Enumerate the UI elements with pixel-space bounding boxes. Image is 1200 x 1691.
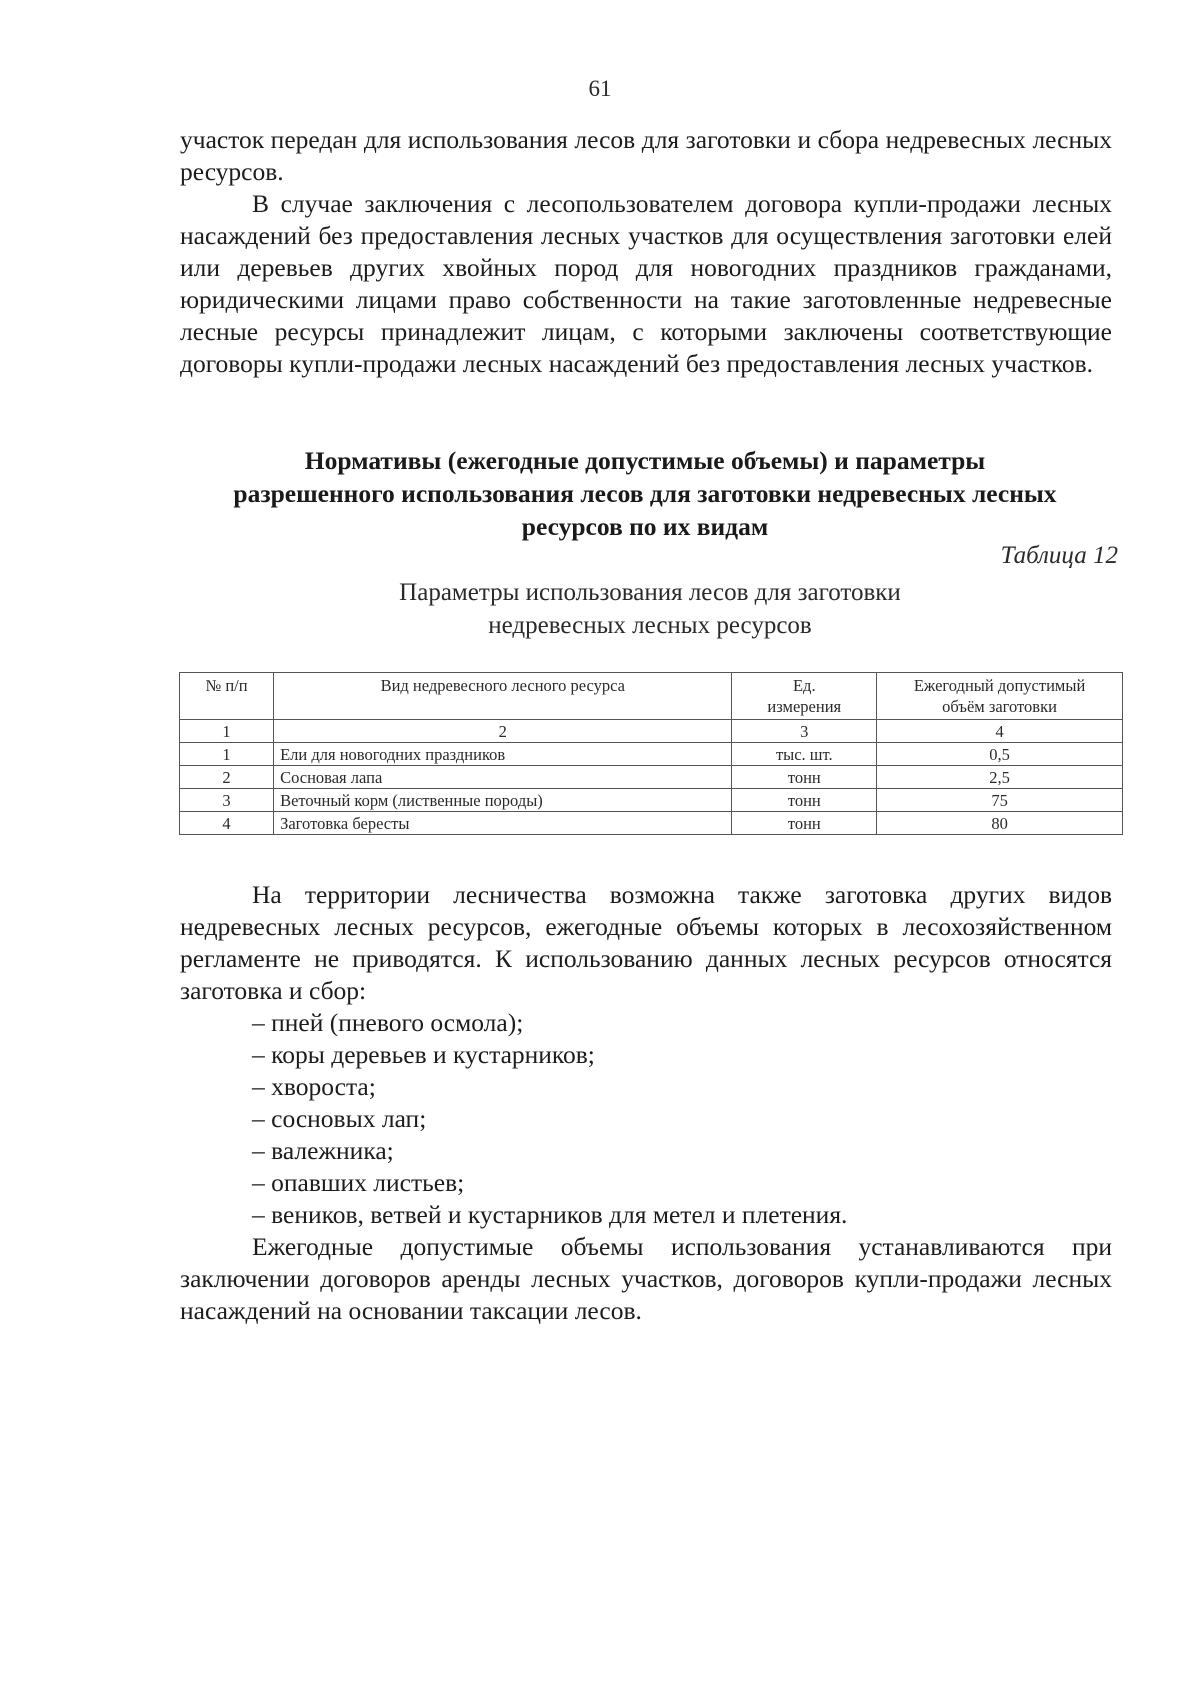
header-unit [732, 673, 877, 720]
column-number: 3 [732, 720, 877, 743]
row-volume: 75 [877, 789, 1123, 812]
table-header-row [180, 673, 1123, 720]
resources-table [179, 672, 1123, 835]
intro-text [180, 124, 1112, 380]
row-resource: Заготовка бересты [274, 812, 732, 835]
header-no: № п/п [180, 673, 274, 720]
row-volume: 80 [877, 812, 1123, 835]
table-column-numbers-row [180, 720, 1123, 743]
list-item: – веников, ветвей и кустарников для метел и плетения. [252, 1200, 848, 1229]
column-number: 1 [180, 720, 274, 743]
list-item: – хвороста; [252, 1072, 376, 1101]
section-heading [170, 444, 1120, 543]
row-resource: Ели для новогодних праздников [274, 743, 732, 766]
table-caption [200, 576, 1100, 642]
header-unit-line-2: измерения [767, 697, 842, 716]
table-caption-line-2: недревесных лесных ресурсов [488, 612, 812, 639]
table-row [180, 812, 1123, 835]
list-item: – коры деревьев и кустарников; [252, 1040, 595, 1069]
list-item: – валежника; [252, 1136, 394, 1165]
other-resources-text [180, 879, 1112, 1327]
header-resource: Вид недревесного лесного ресурса [274, 673, 732, 720]
paragraph-other-resources: На территории лесничества возможна также заготовка других видов недревесных лесных ресурсов, ежегодные объемы которых в лесохозяйственном регламенте не приводятся. К использованию данных лесных ресурсов относятся заготовка и сбор: [180, 880, 1112, 1005]
row-unit: тыс. шт. [732, 743, 877, 766]
table-caption-line-1: Параметры использования лесов для заготовки [399, 579, 901, 606]
header-volume-line-2: объём заготовки [942, 697, 1057, 716]
row-resource: Веточный корм (лиственные породы) [274, 789, 732, 812]
heading-line-1: Нормативы (ежегодные допустимые объемы) и параметры [304, 446, 986, 475]
table-row [180, 766, 1123, 789]
header-volume-line-1: Ежегодный допустимый [913, 676, 1086, 695]
paragraph-closing: Ежегодные допустимые объемы использования устанавливаются при заключении договоров аренды лесных участков, договоров купли-продажи лесных насаждений на основании таксации лесов. [180, 1232, 1112, 1325]
table-row [180, 743, 1123, 766]
row-no: 2 [180, 766, 274, 789]
header-volume [877, 673, 1123, 720]
list-item: – опавших листьев; [252, 1168, 465, 1197]
row-no: 4 [180, 812, 274, 835]
row-volume: 2,5 [877, 766, 1123, 789]
row-no: 3 [180, 789, 274, 812]
row-unit: тонн [732, 789, 877, 812]
page-number: 61 [588, 76, 612, 101]
list-item: – сосновых лап; [252, 1104, 427, 1133]
row-resource: Сосновая лапа [274, 766, 732, 789]
column-number: 2 [274, 720, 732, 743]
header-unit-line-1: Ед. [792, 676, 816, 695]
table-row [180, 789, 1123, 812]
heading-line-2: разрешенного использования лесов для заготовки недревесных лесных [233, 479, 1057, 508]
column-number: 4 [877, 720, 1123, 743]
list-item: – пней (пневого осмола); [252, 1008, 524, 1037]
heading-line-3: ресурсов по их видам [521, 512, 769, 541]
row-unit: тонн [732, 812, 877, 835]
row-unit: тонн [732, 766, 877, 789]
row-volume: 0,5 [877, 743, 1123, 766]
paragraph-continuation: участок передан для использования лесов для заготовки и сбора недревесных лесных ресурсов. [180, 125, 1112, 186]
row-no: 1 [180, 743, 274, 766]
table-label: Таблица 12 [1000, 542, 1118, 569]
paragraph-contract: В случае заключения с лесопользователем договора купли-продажи лесных насаждений без предоставления лесных участков для осуществления заготовки елей или деревьев других хвойных пород для новогодних праздников гражданами, юридическими лицами право собственности на такие заготовленные недревесные лесные ресурсы принадлежит лицам, с которыми заключены соответствующие договоры купли-продажи лесных насаждений без предоставления лесных участков. [180, 189, 1112, 378]
